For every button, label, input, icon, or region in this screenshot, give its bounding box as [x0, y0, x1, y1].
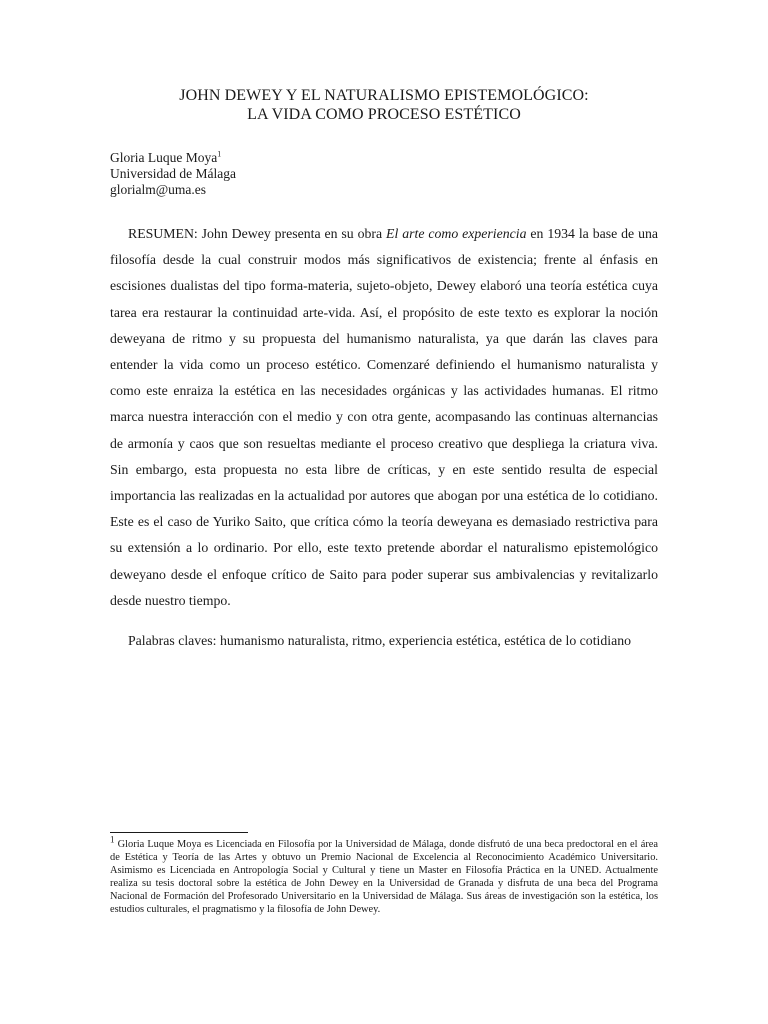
document-page [110, 86, 658, 668]
footnote [110, 834, 658, 917]
author-block [110, 150, 658, 198]
abstract-lead: RESUMEN: John Dewey presenta en su obra [128, 226, 387, 241]
title-line-2: LA VIDA COMO PROCESO ESTÉTICO [247, 106, 521, 123]
abstract-paragraph [110, 221, 658, 614]
author-name: Gloria Luque Moya [110, 150, 218, 165]
author-affiliation: Universidad de Málaga [110, 166, 236, 181]
abstract-book-title: El arte como experiencia [386, 226, 527, 241]
footnote-separator [110, 832, 248, 833]
author-email: glorialm@uma.es [110, 182, 207, 197]
keywords-paragraph: Palabras claves: humanismo naturalista, ritmo, experiencia estética, estética de lo cotidiano [128, 632, 632, 648]
footnote-marker: 1 [110, 834, 115, 845]
author-name-line [110, 150, 658, 166]
paper-title [110, 86, 658, 124]
author-footnote-marker: 1 [217, 149, 222, 159]
abstract-body: en 1934 la base de una filosofía desde la cual construir modos más significativos de existencia; frente al énfasis en escisiones dualistas del tipo forma-materia, sujeto-objeto, Dewey elaboró una teoría estética cuya tarea era restaurar la continuidad arte-vida. Así, el propósito de este texto es explorar la noción deweyana de ritmo y su propuesta del humanismo naturalista, ya que darán las claves para entender la vida como un proceso estético. Comenzaré definiendo el humanismo naturalista y como este enraiza la estética en las necesidades orgánicas y las actividades humanas. El ritmo marca nuestra interacción con el medio y con otra gente, acompasando las continuas alternancias de armonía y caos que son resueltas mediante el proceso creativo que despliega la criatura viva. Sin embargo, esta propuesta no esta libre de críticas, y en este sentido resulta de especial importancia las realizadas en la actualidad por autores que abogan por una estética de lo cotidiano. Este es el caso de Yuriko Saito, que crítica cómo la teoría deweyana es demasiado restrictiva para su extensión a lo ordinario. Por ello, este texto pretende abordar el naturalismo epistemológico deweyano desde el enfoque crítico de Saito para poder superar sus ambivalencias y revitalizarlo desde nuestro tiempo. [110, 226, 658, 608]
title-line-1: JOHN DEWEY Y EL NATURALISMO EPISTEMOLÓGICO: [179, 87, 589, 104]
footnote-text: Gloria Luque Moya es Licenciada en Filosofía por la Universidad de Málaga, donde disfrutó de una beca predoctoral en el área de Estética y Teoría de las Artes y obtuvo un Premio Nacional de Excelencia al Reconocimiento Académico Universitario. Asimismo es Licenciada en Antropología Social y Cultural y tiene un Master en Filosofía Práctica en la UNED. Actualmente realiza su tesis doctoral sobre la estética de John Dewey en la Universidad de Granada y disfruta de una beca del Programa Nacional de Formación del Profesorado Universitario en la Universidad de Málaga. Sus áreas de investigación son la estética, los estudios culturales, el pragmatismo y la filosofía de John Dewey. [110, 839, 658, 916]
